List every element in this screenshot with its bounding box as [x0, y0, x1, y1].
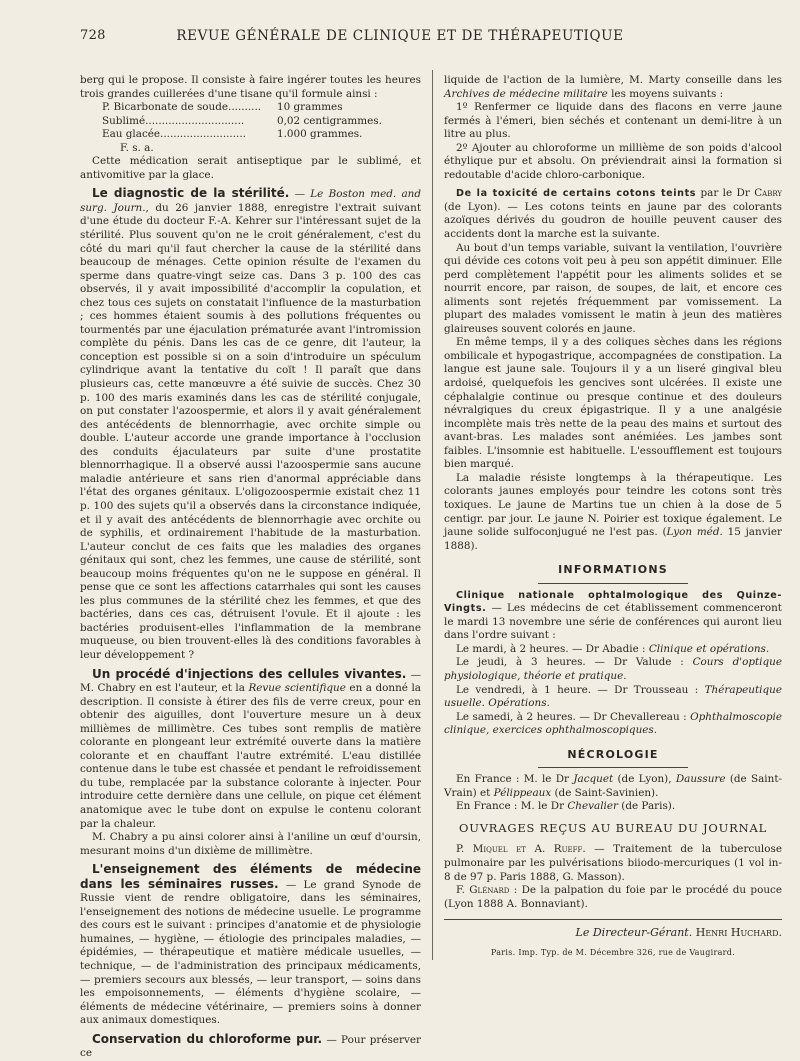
article-clinique: Clinique nationale ophtalmologique des Quinze-Vingts. — Les médecins de cet établissement commenceront le mardi 13 novembre une série de conférences qui auront lieu dans l'ordre suivant : — [444, 589, 782, 642]
section-title: Le diagnostic de la stérilité. — [92, 186, 290, 201]
schedule-item: Le vendredi, à 1 heure. — Dr Trousseau : Thérapeutique usuelle. Opérations. — [444, 683, 782, 710]
ouvrage-entry: F. Glénard : De la palpation du foie par le procédé du pouce (Lyon 1888 A. Bonnaviant). — [444, 884, 782, 910]
ouvrages-heading: OUVRAGES REÇUS AU BUREAU DU JOURNAL — [458, 820, 768, 835]
article-sterilite: Le diagnostic de la stérilité. — Le Boston med. and surg. Journ., du 26 janvier 1888, enregistre l'extrait suivant d'une étude du docteur F.-A. Kehrer sur l'intéressant sujet de la stérilité. Plus souvent qu'on ne le croit généralement, c'est du côté du mari qu'il faut chercher la cause de la stérilité dans beaucoup de ménages. Cette opinion résulte de l'examen du sperme dans quatre-vingt seize cas. Dans 3 p. 100 des cas observés, il y avait impossibilité d'accomplir la copulation, et chez tous ces sujets on constatait l'influence de la masturbation ; ces hommes étaient soumis à des pollutions fréquentes ou tourmentés par une éjaculation prématurée avant l'intromission complète du pénis. Dans les cas de ce genre, dit l'auteur, la conception est possible si on a soin d'introduire un spéculum cylindrique avant la tentative du coït ! Il paraît que dans plusieurs cas, cette manœuvre a été suivie de succès. Chez 30 p. 100 des maris examinés dans les cas de stérilité conjugale, on put constater l'azoospermie, et alors il y avait généralement des antécédents de blennorrhagie, avec orchite simple ou double. L'auteur accorde une grande importance à l'occlusion des conduits éjaculateurs par suite d'une prostatite blennorrhagique. Il a observé aussi l'azoospermie sans aucune maladie antérieure et sans rien d'anormal appréciable dans l'état des organes génitaux. L'oligozoospermie existait chez 11 p. 100 des sujets qu'il a observés dans la circonstance indiquée, et il y avait des antécédents de blennorrhagie avec orchite ou de syphilis, et ordinairement l'habitude de la masturbation. L'auteur conclut de ces faits que les maladies des organes génitaux qui sont, chez les femmes, une cause de stérilité, sont beaucoup moins fréquentes qu'on ne le suppose en général. Il pense que ce sont les affections catarrhales qui sont les causes les plus communes de la stérilité chez les femmes, et que des bactéries, dans ces cas, détruisent l'ovule. Et il ajoute : les bactéries produisent-elles l'inflammation de la membrane muqueuse, ou bien trouvent-elles là des conditions favorables à leur développement ? — [80, 186, 421, 661]
source-citation: Lyon méd. — [666, 526, 723, 539]
paragraph: Au bout d'un temps variable, suivant la ventilation, l'ouvrière qui dévide ces cotons voit peu à peu son appétit diminuer. Elle perd complètement l'appétit pour les aliments solides et se nourrit encore, par raison, de soupes, de lait, et encore ces aliments sont rejetés fréquemment par vomissement. La plupart des malades vomissent le matin à jeun des matières glaireuses souvent colorés en jaune. — [444, 241, 782, 335]
section-title: Un procédé d'injections des cellules vivantes. — [92, 666, 407, 681]
paragraph: 1º Renfermer ce liquide dans des flacons en verre jaune fermés à l'émeri, bien séchés et contenant un demi-litre à un litre au plus. — [444, 101, 782, 141]
paragraph: En même temps, il y a des coliques sèches dans les régions ombilicale et hypogastrique, accompagnées de constipation. La langue est jaune sale. Toujours il y a un liseré gingival bleu ardoisé, quelquefois les gencives sont ulcérées. Il existe une céphalalgie continue ou presque continue et des douleurs névralgiques du creux épigastrique. Il y a une analgésie incomplète mais très nette de la peau des mains et surtout des avant-bras. Les malades sont anémiées. Les jambes sont faibles. L'insomnie est habituelle. L'essoufflement est toujours bien marqué. — [444, 336, 782, 471]
formula-row: Sublimé.............................. 0,02 centigrammes. — [102, 114, 382, 127]
signature-line: Le Directeur-Gérant. Henri Huchard. — [575, 926, 782, 940]
section-title: L'enseignement des éléments de médecine dans les séminaires russes. — [80, 862, 421, 891]
signature-rule — [444, 919, 782, 920]
article-enseignement: L'enseignement des éléments de médecine dans les séminaires russes. — Le grand Synode de Russie vient de rendre obligatoire, dans les séminaires, l'enseignement des notions de médecine usuelle. Le programme des cours est le suivant : principes d'anatomie et de physiologie humaines, — hygiène, — étiologie des principales maladies, — épidémies, — thérapeutique et matière médicale usuelles, — technique, — de l'administration des principaux médicaments, — premiers secours aux blessés, — leur transport, — soins dans les empoisonnements, — éléments d'hygiène scolaire, — éléments de médecine vétérinaire, — premiers soins à donner aux animaux domestiques. — [80, 862, 421, 1027]
informations-heading: INFORMATIONS — [558, 563, 668, 577]
schedule-item: Le jeudi, à 3 heures. — Dr Valude : Cours d'optique physiologique, théorie et pratique. — [444, 656, 782, 682]
source-citation: — Le Boston med. and surg. Journ. — [80, 188, 421, 214]
schedule-item: Le mardi, à 2 heures. — Dr Abadie : Clinique et opérations. — [456, 642, 770, 655]
running-title: REVUE GÉNÉRALE DE CLINIQUE ET DE THÉRAPEUTIQUE — [176, 28, 624, 44]
paragraph: berg qui le propose. Il consiste à faire ingérer toutes les heures trois grandes cuillerées d'une tisane qu'il formule ainsi : — [80, 74, 421, 100]
director-name: Henri Huchard. — [695, 926, 782, 940]
formula-row: Eau glacée.......................... 1.000 grammes. — [102, 128, 363, 141]
left-column — [80, 74, 421, 1061]
author-name: Cabry — [754, 187, 783, 200]
section-title: Clinique nationale ophtalmologique des Quinze-Vingts. — [444, 589, 782, 615]
article-injections: Un procédé d'injections des cellules vivantes. — M. Chabry en est l'auteur, et la Revue scientifique en a donné la description. Il consiste à étirer des fils de verre creux, pour en obtenir des aiguilles, dont l'ouverture mesure un à deux millièmes de millimètre. Ces tubes sont remplis de matière colorante en plongeant leur extrémité ouverte dans la matière colorante et en chauffant l'autre extrémité. L'eau distillée contenue dans le tube est chassée et pendant le refroidissement du tube, remplacée par la substance colorante à injecter. Pour introduire cette dernière dans une cellule, on pique cet élément anatomique avec le tube dont on expulse le contenu colorant par la chaleur. — [80, 666, 422, 830]
source-citation: Revue scientifique — [248, 682, 346, 695]
formula-row: P. Bicarbonate de soude.......... 10 grammes — [102, 101, 343, 114]
column-divider — [432, 70, 433, 960]
imprint-line: Paris. Imp. Typ. de M. Décembre 326, rue de Vaugirard. — [490, 947, 736, 957]
paragraph: M. Chabry a pu ainsi colorer ainsi à l'aniline un œuf d'oursin, mesurant moins d'un dixième de millimètre. — [80, 831, 421, 857]
section-title: De la toxicité de certains cotons teints — [456, 188, 697, 200]
paragraph: La maladie résiste longtemps à la thérapeutique. Les colorants jaunes employés pour teindre les cotons sont très toxiques. Le jaune de Martins tue un chien à la dose de 5 centigr. par jour. Le jaune N. Poirier est toxique également. Le jaune solide sulfoconjugué ne l'est pas. (Lyon méd. 15 janvier 1888). — [444, 471, 783, 552]
necrologie-entry: En France : M. le Dr Chevalier (de Paris). — [456, 800, 676, 813]
article-toxicite: De la toxicité de certains cotons teints par le Dr Cabry (de Lyon). — Les cotons teints en jaune par des colorants azoïques dérivés du goudron de houille peuvent causer des accidents dont la marche est la suivante. — [444, 187, 783, 241]
necrologie-heading: NÉCROLOGIE — [567, 747, 659, 761]
section-title: Conservation du chloroforme pur. — [92, 1031, 323, 1046]
right-column — [444, 74, 782, 959]
paragraph: 2º Ajouter au chloroforme un millième de son poids d'alcool éthylique pur et absolu. On préviendrait ainsi la formation si redoutable d'acide chloro-carbonique. — [444, 141, 782, 181]
formula-fsa: F. s. a. — [120, 141, 154, 154]
schedule-item: Le samedi, à 2 heures. — Dr Chevallereau : Ophthalmoscopie clinique, exercices ophthalmoscopiques. — [444, 710, 782, 737]
paragraph: Cette médication serait antiseptique par le sublimé, et antivomitive par la glace. — [80, 155, 421, 181]
page-number: 728 — [80, 28, 106, 43]
page-header — [80, 26, 720, 48]
necrologie-entry: En France : M. le Dr Jacquet (de Lyon), Daussure (de Saint-Vrain) et Pélippeaux (de Saint-Savinien). — [444, 773, 783, 799]
paragraph: liquide de l'action de la lumière, M. Marty conseille dans les Archives de médecine militaire les moyens suivants : — [444, 74, 782, 100]
formula-block — [80, 101, 421, 155]
article-chloroforme: Conservation du chloroforme pur. — Pour préserver ce — [80, 1031, 421, 1060]
source-citation: Archives de médecine militaire — [444, 87, 608, 100]
ouvrage-entry: P. Miquel et A. Rueff. — Traitement de la tuberculose pulmonaire par les pulvérisations biiodo-mercuriques (1 vol in-8 de 97 p. Paris 1888, G. Masson). — [444, 843, 782, 883]
